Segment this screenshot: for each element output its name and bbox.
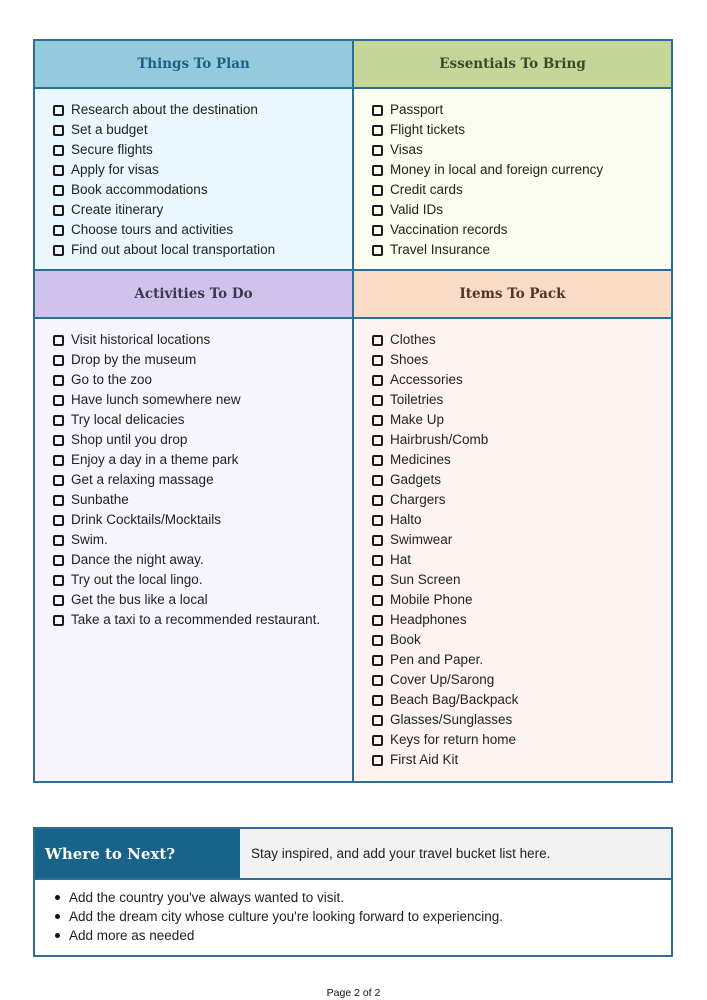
checklist-item-label: Swimwear — [390, 532, 453, 547]
checklist-item — [53, 180, 352, 200]
checkbox[interactable] — [372, 185, 383, 196]
checkbox[interactable] — [372, 535, 383, 546]
checklist-item — [53, 550, 352, 570]
checklist-item — [372, 730, 671, 750]
checkbox[interactable] — [53, 495, 64, 506]
where-to-next-header — [35, 829, 671, 880]
checkbox[interactable] — [372, 105, 383, 116]
checklist-item — [372, 650, 671, 670]
checklist-item — [53, 510, 352, 530]
checklist-item — [372, 570, 671, 590]
checklist-item — [53, 430, 352, 450]
section-title: Activities To Do — [35, 271, 352, 319]
checklist-item — [53, 200, 352, 220]
checklist-item-label: Set a budget — [71, 122, 148, 137]
checklist-item-label: Glasses/Sunglasses — [390, 712, 513, 727]
checkbox[interactable] — [372, 615, 383, 626]
checklist-item-label: Credit cards — [390, 182, 463, 197]
checklist-item-label: Accessories — [390, 372, 463, 387]
checklist-grid — [33, 39, 673, 783]
checkbox[interactable] — [372, 675, 383, 686]
checkbox[interactable] — [53, 555, 64, 566]
checkbox[interactable] — [372, 715, 383, 726]
checkbox[interactable] — [372, 125, 383, 136]
checklist-item — [372, 530, 671, 550]
checklist-item — [53, 470, 352, 490]
bucket-list-item-text: Add more as needed — [69, 928, 195, 943]
where-to-next-title: Where to Next? — [35, 829, 240, 878]
bucket-list-item — [55, 888, 671, 907]
checklist-item — [372, 750, 671, 770]
section-items-to-pack — [352, 271, 671, 781]
checklist-item — [372, 330, 671, 350]
checklist-item-label: Sunbathe — [71, 492, 129, 507]
checklist-item — [372, 160, 671, 180]
checklist-item-label: First Aid Kit — [390, 752, 459, 767]
checkbox[interactable] — [372, 595, 383, 606]
checkbox[interactable] — [53, 615, 64, 626]
checklist-item — [372, 610, 671, 630]
checkbox[interactable] — [53, 515, 64, 526]
checklist-item — [372, 370, 671, 390]
checkbox[interactable] — [372, 655, 383, 666]
checklist-item-label: Beach Bag/Backpack — [390, 692, 519, 707]
bucket-list-item-text: Add the dream city whose culture you're looking forward to experiencing. — [69, 909, 504, 924]
checklist-item — [372, 550, 671, 570]
checkbox[interactable] — [53, 595, 64, 606]
checkbox[interactable] — [372, 375, 383, 386]
checklist — [53, 100, 352, 260]
where-to-next-box — [33, 827, 673, 957]
checklist-item-label: Try out the local lingo. — [71, 572, 203, 587]
bullet-icon — [55, 895, 60, 900]
checkbox[interactable] — [372, 455, 383, 466]
checklist-item — [372, 670, 671, 690]
checklist-item-label: Pen and Paper. — [390, 652, 484, 667]
checklist — [372, 330, 671, 770]
section-things-to-plan — [35, 41, 352, 271]
checklist-item — [53, 610, 352, 630]
checkbox[interactable] — [372, 435, 383, 446]
bucket-list-item — [55, 907, 671, 926]
checklist-item-label: Shoes — [390, 352, 429, 367]
checklist-item-label: Have lunch somewhere new — [71, 392, 241, 407]
checklist-item-label: Hat — [390, 552, 412, 567]
checkbox[interactable] — [372, 555, 383, 566]
checklist-item — [372, 410, 671, 430]
checklist-item-label: Headphones — [390, 612, 467, 627]
section-activities-to-do — [35, 271, 352, 781]
checklist-item-label: Visit historical locations — [71, 332, 211, 347]
checklist — [372, 100, 671, 260]
checklist-item-label: Money in local and foreign currency — [390, 162, 604, 177]
checklist-item — [53, 390, 352, 410]
checklist-item — [53, 330, 352, 350]
bullet-icon — [55, 914, 60, 919]
bullet-icon — [55, 933, 60, 938]
checklist-item-label: Hairbrush/Comb — [390, 432, 489, 447]
checklist-item-label: Flight tickets — [390, 122, 466, 137]
checkbox[interactable] — [372, 165, 383, 176]
checklist-item-label: Find out about local transportation — [71, 242, 276, 257]
checkbox[interactable] — [53, 355, 64, 366]
checklist-item-label: Shop until you drop — [71, 432, 188, 447]
checklist-item-label: Toiletries — [390, 392, 444, 407]
checklist-item — [372, 200, 671, 220]
checkbox[interactable] — [53, 165, 64, 176]
checklist-item — [372, 100, 671, 120]
checklist-item-label: Swim. — [71, 532, 108, 547]
checkbox[interactable] — [53, 455, 64, 466]
checklist-item-label: Chargers — [390, 492, 446, 507]
checkbox[interactable] — [372, 635, 383, 646]
checkbox[interactable] — [372, 735, 383, 746]
checkbox[interactable] — [53, 395, 64, 406]
checklist-item-label: Sun Screen — [390, 572, 461, 587]
checklist-item-label: Medicines — [390, 452, 451, 467]
checklist-row-bottom — [35, 271, 671, 781]
checklist-item — [53, 120, 352, 140]
checklist-item-label: Valid IDs — [390, 202, 444, 217]
checkbox[interactable] — [53, 105, 64, 116]
checklist-item-label: Research about the destination — [71, 102, 258, 117]
bucket-list-item — [55, 926, 671, 945]
checkbox[interactable] — [372, 205, 383, 216]
checklist-item — [53, 240, 352, 260]
checklist-item-label: Choose tours and activities — [71, 222, 234, 237]
checklist-item-label: Drop by the museum — [71, 352, 197, 367]
checklist-item — [372, 450, 671, 470]
where-to-next-subtitle: Stay inspired, and add your travel bucket list here. — [240, 829, 671, 878]
checkbox[interactable] — [372, 695, 383, 706]
checklist-item — [372, 710, 671, 730]
checkbox[interactable] — [372, 515, 383, 526]
checklist-item — [53, 350, 352, 370]
checkbox[interactable] — [53, 375, 64, 386]
checklist-item — [53, 160, 352, 180]
checklist-item-label: Make Up — [390, 412, 445, 427]
checkbox[interactable] — [372, 355, 383, 366]
checklist-item — [372, 430, 671, 450]
section-title: Essentials To Bring — [354, 41, 671, 89]
checklist-item — [53, 410, 352, 430]
page-number: Page 2 of 2 — [326, 987, 381, 999]
checklist-item-label: Secure flights — [71, 142, 153, 157]
checklist-item-label: Book accommodations — [71, 182, 208, 197]
checkbox[interactable] — [372, 335, 383, 346]
checklist-item — [372, 220, 671, 240]
checkbox[interactable] — [372, 415, 383, 426]
checklist-item — [372, 510, 671, 530]
checkbox[interactable] — [372, 245, 383, 256]
checklist-item-label: Get a relaxing massage — [71, 472, 214, 487]
checklist-row-top — [35, 41, 671, 271]
checkbox[interactable] — [372, 755, 383, 766]
checkbox[interactable] — [53, 125, 64, 136]
checklist-item-label: Try local delicacies — [71, 412, 185, 427]
checklist-item-label: Dance the night away. — [71, 552, 204, 567]
checklist-item-label: Visas — [390, 142, 423, 157]
checklist-item — [372, 490, 671, 510]
checklist-item-label: Enjoy a day in a theme park — [71, 452, 239, 467]
checkbox[interactable] — [372, 575, 383, 586]
checklist-item-label: Mobile Phone — [390, 592, 473, 607]
section-title: Items To Pack — [354, 271, 671, 319]
checkbox[interactable] — [53, 205, 64, 216]
checkbox[interactable] — [53, 535, 64, 546]
checklist-item-label: Apply for visas — [71, 162, 159, 177]
checklist-item — [53, 530, 352, 550]
section-essentials-to-bring — [352, 41, 671, 271]
checklist-item — [372, 690, 671, 710]
checklist-item — [372, 390, 671, 410]
checkbox[interactable] — [53, 415, 64, 426]
checklist-item — [53, 370, 352, 390]
checklist-item-label: Keys for return home — [390, 732, 517, 747]
bucket-list-item-text: Add the country you've always wanted to visit. — [69, 890, 344, 905]
checkbox[interactable] — [53, 145, 64, 156]
checkbox[interactable] — [53, 185, 64, 196]
checkbox[interactable] — [53, 475, 64, 486]
bucket-list — [55, 888, 671, 945]
checklist-item-label: Book — [390, 632, 421, 647]
checklist-item — [372, 240, 671, 260]
checklist-item-label: Clothes — [390, 332, 436, 347]
checklist-item-label: Drink Cocktails/Mocktails — [71, 512, 222, 527]
checklist-item — [372, 120, 671, 140]
checklist-item — [372, 350, 671, 370]
checklist — [53, 330, 352, 630]
checkbox[interactable] — [372, 145, 383, 156]
checklist-item — [53, 490, 352, 510]
checklist-item — [53, 590, 352, 610]
checkbox[interactable] — [372, 225, 383, 236]
checklist-item — [372, 630, 671, 650]
checklist-item — [53, 100, 352, 120]
checkbox[interactable] — [53, 225, 64, 236]
checklist-item-label: Create itinerary — [71, 202, 164, 217]
checklist-item-label: Go to the zoo — [71, 372, 153, 387]
checkbox[interactable] — [53, 435, 64, 446]
checklist-item-label: Get the bus like a local — [71, 592, 208, 607]
checklist-item — [372, 140, 671, 160]
section-title: Things To Plan — [35, 41, 352, 89]
checklist-item-label: Cover Up/Sarong — [390, 672, 495, 687]
checklist-item-label: Travel Insurance — [390, 242, 491, 257]
checkbox[interactable] — [53, 245, 64, 256]
checkbox[interactable] — [372, 475, 383, 486]
checklist-item — [372, 180, 671, 200]
checklist-item-label: Gadgets — [390, 472, 442, 487]
checklist-item — [53, 220, 352, 240]
checklist-item — [53, 140, 352, 160]
checklist-item — [372, 590, 671, 610]
checklist-item — [372, 470, 671, 490]
checklist-item-label: Vaccination records — [390, 222, 508, 237]
checklist-item-label: Halto — [390, 512, 422, 527]
checkbox[interactable] — [372, 495, 383, 506]
checkbox[interactable] — [372, 395, 383, 406]
checkbox[interactable] — [53, 575, 64, 586]
checklist-item — [53, 570, 352, 590]
checklist-item — [53, 450, 352, 470]
checkbox[interactable] — [53, 335, 64, 346]
checklist-item-label: Passport — [390, 102, 444, 117]
checklist-item-label: Take a taxi to a recommended restaurant. — [71, 612, 321, 627]
